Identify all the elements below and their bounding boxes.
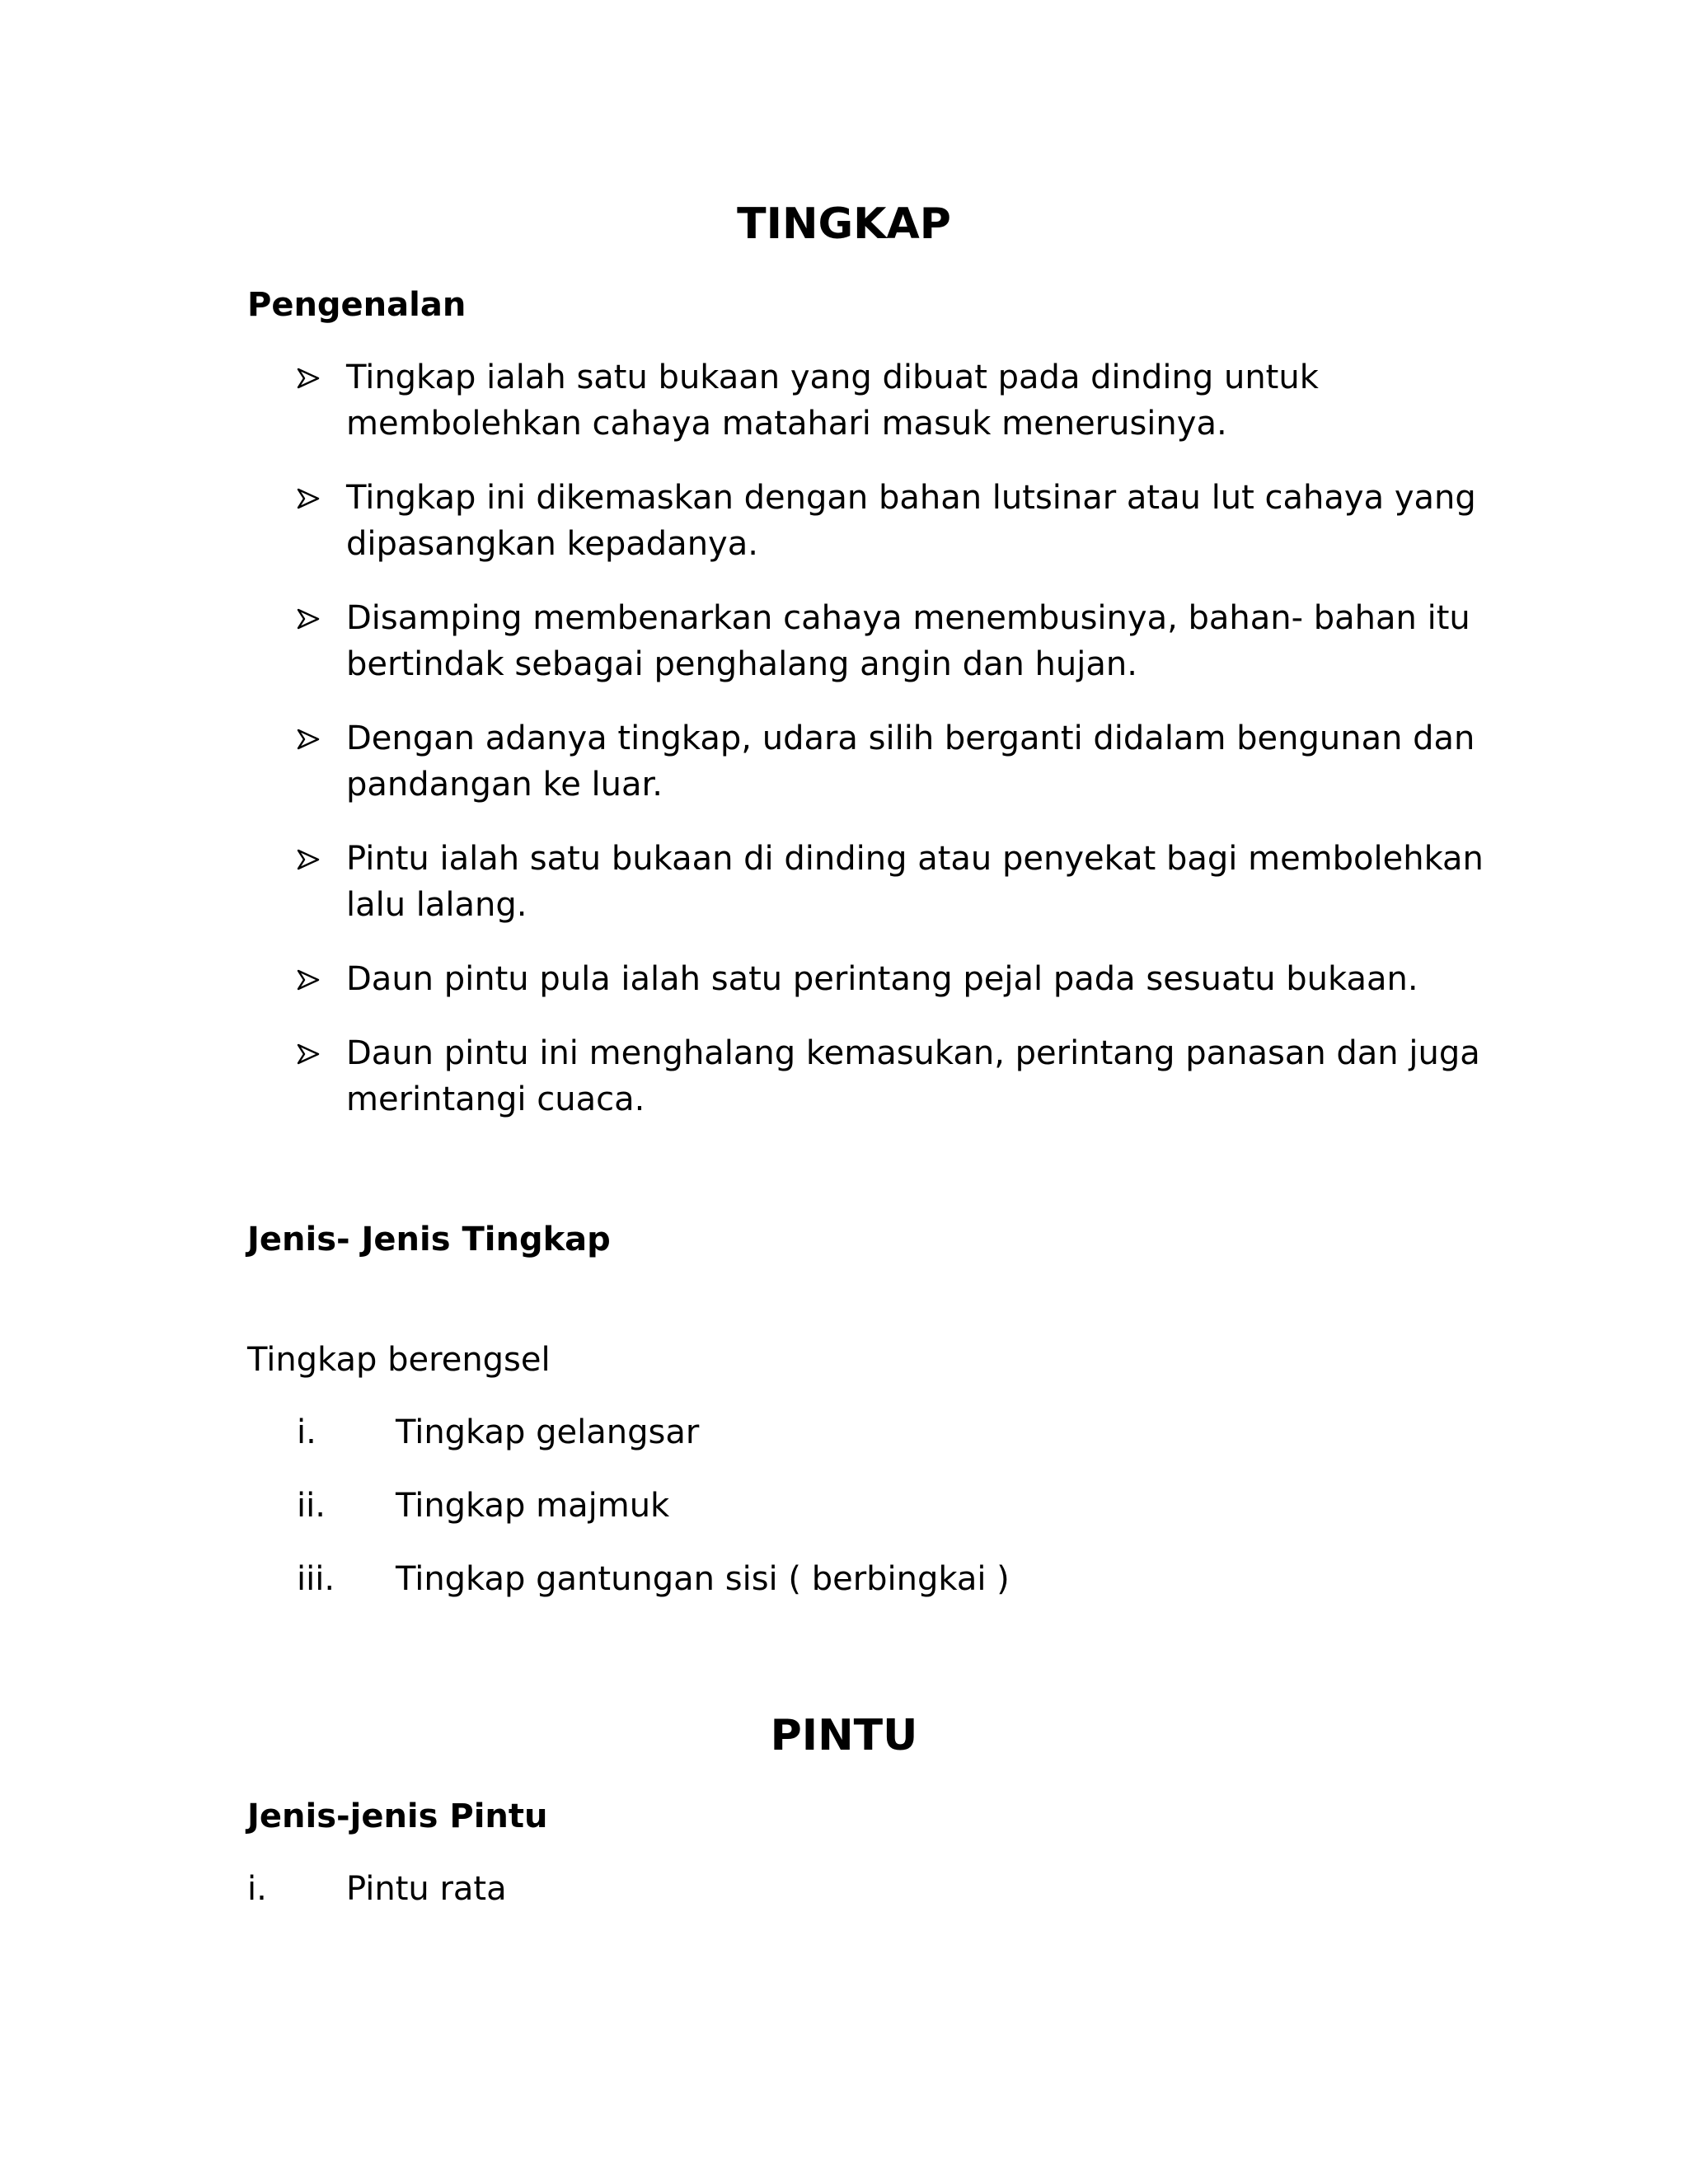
heading-jenis-pintu: Jenis-jenis Pintu <box>247 1797 548 1835</box>
arrowhead-bullet-icon <box>297 368 320 389</box>
heading-pengenalan: Pengenalan <box>247 286 467 324</box>
heading-jenis-tingkap: Jenis- Jenis Tingkap <box>247 1221 611 1258</box>
tingkap-types-intro: Tingkap berengsel <box>247 1341 551 1379</box>
list-text: Pintu rata <box>346 1870 507 1908</box>
list-text: Tingkap gelangsar <box>396 1413 700 1451</box>
arrowhead-bullet-icon <box>297 849 320 870</box>
arrowhead-bullet-icon <box>297 729 320 750</box>
list-item <box>297 595 1500 687</box>
arrowhead-bullet-icon <box>297 969 320 991</box>
page-title-tingkap: TINGKAP <box>737 199 951 249</box>
arrowhead-bullet-icon <box>297 488 320 509</box>
list-item <box>297 1030 1500 1122</box>
bullet-text: Tingkap ini dikemaskan dengan bahan lutsinar atau lut cahaya yang dipasangkan kepadanya. <box>346 479 1476 563</box>
page-title-pintu: PINTU <box>770 1711 918 1760</box>
bullet-text: Dengan adanya tingkap, udara silih berganti didalam bengunan dan pandangan ke luar. <box>346 719 1475 804</box>
bullet-text: Disamping membenarkan cahaya menembusinya, bahan- bahan itu bertindak sebagai penghalang angin dan hujan. <box>346 599 1470 683</box>
list-item <box>297 836 1500 928</box>
intro-bullet-list <box>297 354 1500 1151</box>
list-item <box>297 475 1500 567</box>
list-number: i. <box>247 1870 267 1908</box>
bullet-text: Daun pintu pula ialah satu perintang pejal pada sesuatu bukaan. <box>346 960 1418 998</box>
arrowhead-bullet-icon <box>297 608 320 630</box>
list-text: Tingkap gantungan sisi ( berbingkai ) <box>396 1560 1010 1598</box>
bullet-text: Pintu ialah satu bukaan di dinding atau penyekat bagi membolehkan lalu lalang. <box>346 840 1484 924</box>
arrowhead-bullet-icon <box>297 1043 320 1065</box>
bullet-text: Tingkap ialah satu bukaan yang dibuat pada dinding untuk membolehkan cahaya matahari masuk menerusinya. <box>346 359 1319 443</box>
list-number: i. <box>297 1413 316 1451</box>
bullet-text: Daun pintu ini menghalang kemasukan, perintang panasan dan juga merintangi cuaca. <box>346 1034 1480 1118</box>
list-item <box>297 956 1500 1002</box>
list-number: iii. <box>297 1560 335 1598</box>
list-number: ii. <box>297 1487 326 1525</box>
list-item <box>297 715 1500 808</box>
list-item <box>297 354 1500 447</box>
list-text: Tingkap majmuk <box>396 1487 670 1525</box>
